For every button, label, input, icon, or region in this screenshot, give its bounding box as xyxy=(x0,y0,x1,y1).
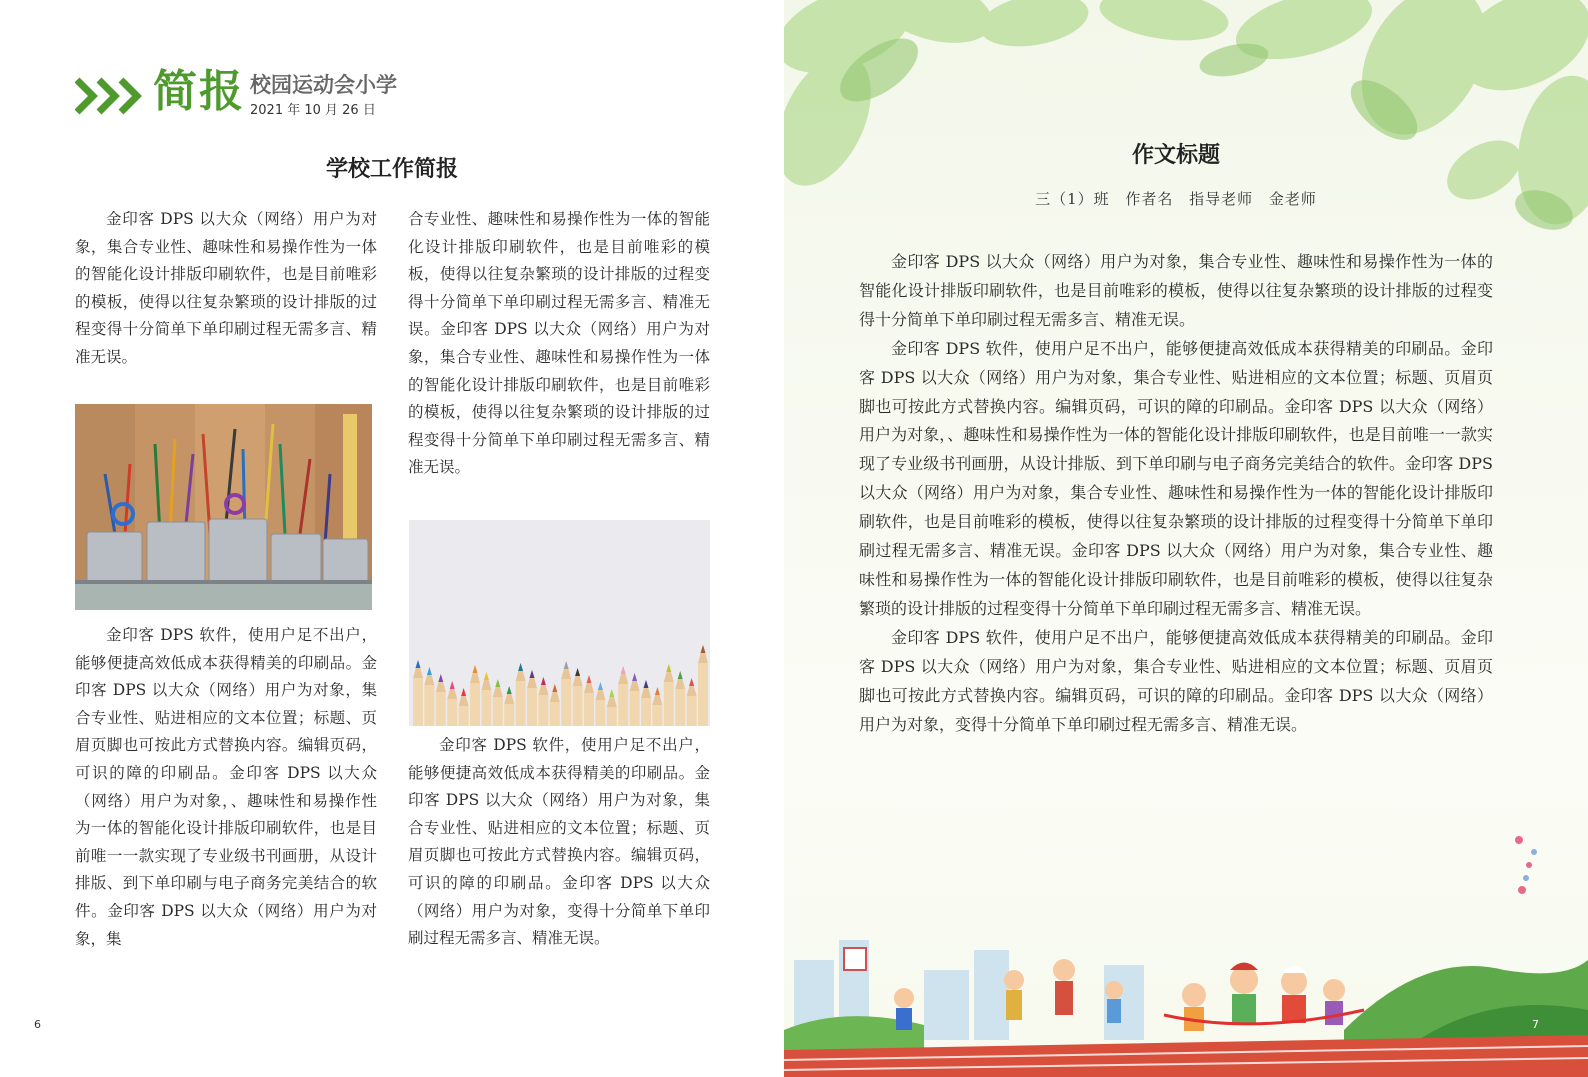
column-left-paragraph-1: 金印客 DPS 以大众（网络）用户为对象，集合专业性、趣味性和易操作性为一体的智能化设计排版印刷软件，也是目前唯彩的模板，使得以往复杂繁琐的设计排版的过程变得十分简单下单印刷过程无需多言、精准无误。 xyxy=(75,210,377,366)
colored-pencils-photo xyxy=(409,520,710,726)
column-right xyxy=(408,206,710,482)
leaf-decoration xyxy=(784,0,1588,260)
column-left-lower xyxy=(75,622,377,953)
essay-byline: 三（1）班 作者名 指导老师 金老师 xyxy=(1035,190,1317,208)
school-name: 校园运动会小学 xyxy=(250,73,397,97)
column-left xyxy=(75,206,377,372)
chevron-arrows-icon xyxy=(75,76,145,116)
page-number-left: 6 xyxy=(34,1018,41,1031)
column-right-lower xyxy=(408,732,710,953)
article-title: 学校工作简报 xyxy=(325,156,458,182)
art-supplies-photo xyxy=(75,404,372,610)
column-right-paragraph-1: 合专业性、趣味性和易操作性为一体的智能化设计排版印刷软件，也是目前唯彩的模板，使得以往复杂繁琐的设计排版的过程变得十分简单下单印刷过程无需多言、精准无误。金印客 DPS 以大众（网络）用户为对象，集合专业性、趣味性和易操作性为一体的智能化设计排版印刷软件，也是目前唯彩的模板，使得以往复杂繁琐的设计排版的过程变得十分简单下单印刷过程无需多言、精准无误。 xyxy=(408,210,710,477)
sports-day-illustration xyxy=(784,820,1588,1077)
essay-paragraph-2: 金印客 DPS 软件，使用户足不出户，能够便捷高效低成本获得精美的印刷品。金印客 DPS 以大众（网络）用户为对象，集合专业性、贴进相应的文本位置；标题、页眉页脚也可按此方式替换内容。编辑页码，可识的障的印刷品。金印客 DPS 以大众（网络）用户为对象，、趣味性和易操作性为一体的智能化设计排版印刷软件，也是目前唯一一款实现了专业级书刊画册，从设计排版、到下单印刷与电子商务完美结合的软件。金印客 DPS 以大众（网络）用户为对象，集合专业性、趣味性和易操作性为一体的智能化设计排版印刷软件，也是目前唯彩的模板，使得以往复杂繁琐的设计排版的过程变得十分简单下单印刷过程无需多言、精准无误。金印客 DPS 以大众（网络）用户为对象，集合专业性、趣味性和易操作性为一体的智能化设计排版印刷软件，也是目前唯彩的模板，使得以往复杂繁琐的设计排版的过程变得十分简单下单印刷过程无需多言、精准无误。 xyxy=(859,338,1493,618)
essay-paragraph-1: 金印客 DPS 以大众（网络）用户为对象，集合专业性、趣味性和易操作性为一体的智能化设计排版印刷软件，也是目前唯彩的模板，使得以往复杂繁琐的设计排版的过程变得十分简单下单印刷过程无需多言、精准无误。 xyxy=(859,252,1493,329)
essay-paragraph-3: 金印客 DPS 软件，使用户足不出户，能够便捷高效低成本获得精美的印刷品。金印客 DPS 以大众（网络）用户为对象，集合专业性、贴进相应的文本位置；标题、页眉页脚也可按此方式替换内容。编辑页码，可识的障的印刷品。金印客 DPS 以大众（网络）用户为对象，变得十分简单下单印刷过程无需多言、精准无误。 xyxy=(859,627,1493,734)
right-page xyxy=(784,0,1588,1077)
essay-body xyxy=(859,248,1493,739)
issue-date: 2021 年 10 月 26 日 xyxy=(250,103,376,118)
column-right-paragraph-2: 金印客 DPS 软件，使用户足不出户，能够便捷高效低成本获得精美的印刷品。金印客 DPS 以大众（网络）用户为对象，集合专业性、贴进相应的文本位置；标题、页眉页脚也可按此方式替换内容。编辑页码，可识的障的印刷品。金印客 DPS 以大众（网络）用户为对象，变得十分简单下单印刷过程无需多言、精准无误。 xyxy=(408,736,710,948)
brand-title: 简报 xyxy=(153,66,245,117)
essay-title: 作文标题 xyxy=(1131,142,1220,168)
column-left-paragraph-2: 金印客 DPS 软件，使用户足不出户，能够便捷高效低成本获得精美的印刷品。金印客 DPS 以大众（网络）用户为对象，集合专业性、贴进相应的文本位置；标题、页眉页脚也可按此方式替换内容。编辑页码，可识的障的印刷品。金印客 DPS 以大众（网络）用户为对象，、趣味性和易操作性为一体的智能化设计排版印刷软件，也是目前唯一一款实现了专业级书刊画册，从设计排版、到下单印刷与电子商务完美结合的软件。金印客 DPS 以大众（网络）用户为对象，集 xyxy=(75,626,377,948)
page-number-right: 7 xyxy=(1532,1018,1539,1031)
